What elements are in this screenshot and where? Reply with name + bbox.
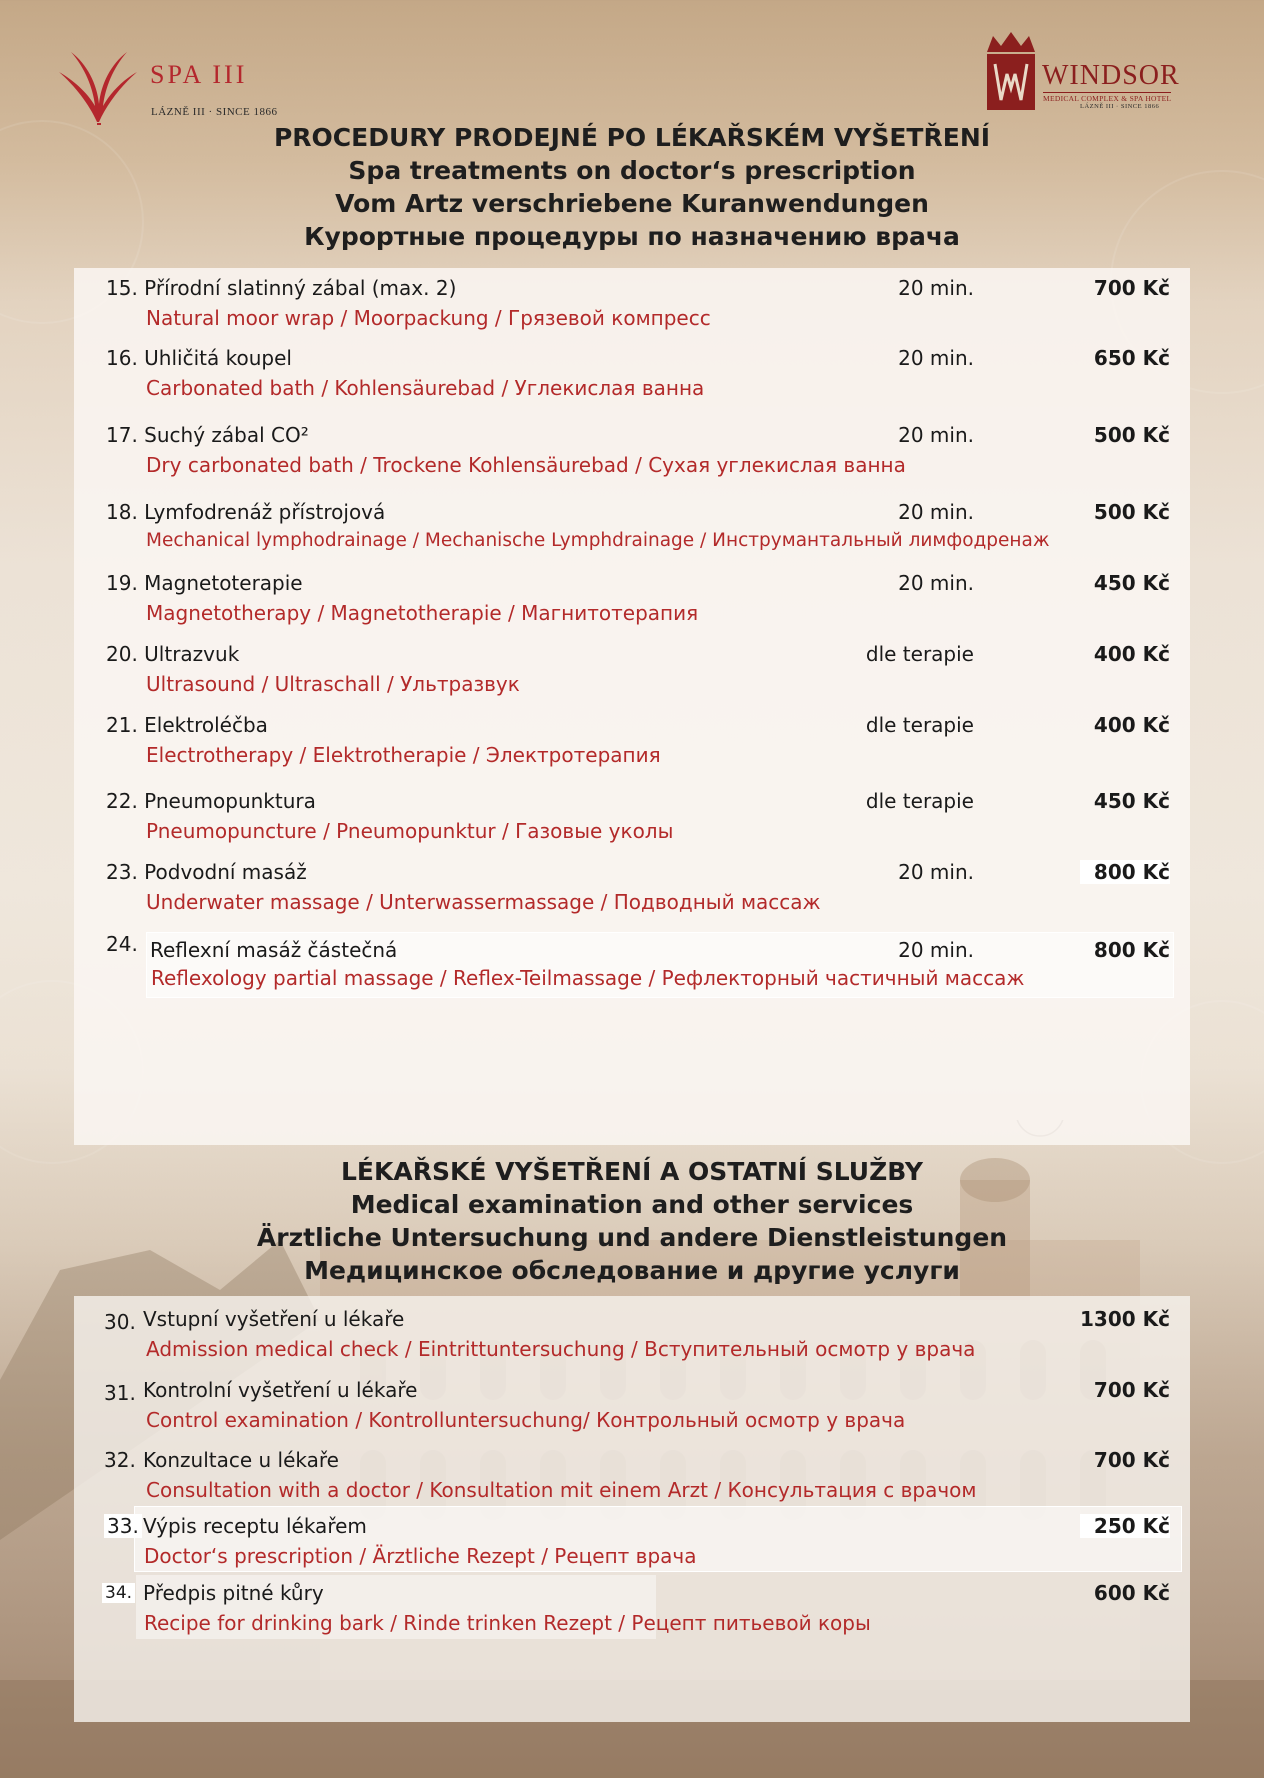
item-label: 22. Pneumopunktura <box>106 789 316 813</box>
item-number-text: 33. <box>104 1514 142 1538</box>
item-label: 17. Suchý zábal CO² <box>106 423 309 447</box>
item-translation: Underwater massage / Unterwassermassage / Подводный массаж <box>146 890 821 914</box>
list-item <box>74 1581 1190 1643</box>
item-label: 15. Přírodní slatinný zábal (max. 2) <box>106 276 457 300</box>
item-translation: Admission medical check / Eintrittuntersuchung / Вступительный осмотр у врача <box>146 1337 976 1361</box>
windsor-name: WINDSOR <box>1042 60 1180 91</box>
item-label: Reflexní masáž částečná <box>150 938 398 962</box>
list-item <box>74 932 1190 1000</box>
item-label: Konzultace u lékaře <box>143 1448 339 1472</box>
item-price: 800 Kč <box>1093 938 1170 962</box>
item-label: 21. Elektroléčba <box>106 713 268 737</box>
item-label: Předpis pitné kůry <box>143 1581 324 1605</box>
list-item <box>74 1307 1190 1369</box>
list-item <box>74 423 1190 485</box>
item-number <box>102 1583 135 1603</box>
item-price: 700 Kč <box>1093 1378 1170 1402</box>
item-number <box>104 1514 142 1538</box>
list-item <box>74 860 1190 922</box>
item-label: Vstupní vyšetření u lékaře <box>143 1307 405 1331</box>
item-translation: Recipe for drinking bark / Rinde trinken Rezept / Рецепт питьевой коры <box>144 1611 871 1635</box>
windsor-subtitle: MEDICAL COMPLEX & SPA HOTEL <box>1043 94 1172 103</box>
item-number: 31. <box>104 1381 136 1405</box>
item-translation: Doctor‘s prescription / Ärztliche Rezept / Рецепт врача <box>144 1544 697 1568</box>
spa-iii-since: LÁZNĚ III · SINCE 1866 <box>151 106 278 118</box>
item-duration: 20 min. <box>898 571 974 595</box>
item-translation: Reflexology partial massage / Reflex-Teilmassage / Рефлекторный частичный массаж <box>151 966 1025 990</box>
item-price: 400 Kč <box>1093 713 1170 737</box>
windsor-since: LÁZNĚ III · SINCE 1866 <box>1080 103 1160 110</box>
list-item <box>74 1448 1190 1510</box>
list-item <box>74 500 1190 562</box>
item-price: 400 Kč <box>1093 642 1170 666</box>
spa-iii-name: SPA III <box>150 60 248 89</box>
list-item <box>74 1378 1190 1440</box>
item-translation: Electrotherapy / Elektrotherapie / Электротерапия <box>146 743 661 767</box>
item-label: 19. Magnetoterapie <box>106 571 303 595</box>
section2-title-cz: LÉKAŘSKÉ VYŠETŘENÍ A OSTATNÍ SLUŽBY <box>340 1157 924 1186</box>
section1-title <box>0 121 1264 253</box>
item-duration: dle terapie <box>865 713 974 737</box>
list-item <box>74 276 1190 338</box>
item-label: 16. Uhličitá koupel <box>106 346 292 370</box>
item-translation: Dry carbonated bath / Trockene Kohlensäurebad / Сухая углекислая ванна <box>146 453 906 477</box>
item-translation: Pneumopuncture / Pneumopunktur / Газовые уколы <box>146 819 674 843</box>
item-label: Kontrolní vyšetření u lékaře <box>143 1378 418 1402</box>
item-duration: dle terapie <box>865 789 974 813</box>
item-translation: Natural moor wrap / Moorpackung / Грязевой компресс <box>146 306 711 330</box>
item-price: 700 Kč <box>1093 1448 1170 1472</box>
windsor-crown-crest-icon <box>983 30 1039 114</box>
item-translation: Ultrasound / Ultraschall / Ультразвук <box>146 672 520 696</box>
item-duration: 20 min. <box>898 938 974 962</box>
item-duration: 20 min. <box>898 860 974 884</box>
list-item <box>74 346 1190 408</box>
section1-title-en: Spa treatments on doctor‘s prescription <box>348 156 916 185</box>
item-price: 1300 Kč <box>1080 1307 1170 1331</box>
list-item <box>74 1514 1190 1576</box>
item-number: 30. <box>104 1310 136 1334</box>
item-duration: dle terapie <box>865 642 974 666</box>
item-label: Výpis receptu lékařem <box>143 1514 367 1538</box>
section1-title-ru: Курортные процедуры по назначению врача <box>304 222 960 251</box>
item-translation: Magnetotherapy / Magnetotherapie / Магнитотерапия <box>146 601 699 625</box>
item-number: 24. <box>106 932 138 956</box>
item-duration: 20 min. <box>898 346 974 370</box>
item-translation: Mechanical lymphodrainage / Mechanische Lymphdrainage / Инструмантальный лимфодренаж <box>146 530 1050 551</box>
item-duration: 20 min. <box>898 276 974 300</box>
item-price: 700 Kč <box>1093 276 1170 300</box>
spa-lily-logo-icon <box>55 44 140 129</box>
section1-title-de: Vom Artz verschriebene Kuranwendungen <box>335 189 929 218</box>
item-label: 20. Ultrazvuk <box>106 642 240 666</box>
section2-title-en: Medical examination and other services <box>350 1190 914 1219</box>
item-price: 500 Kč <box>1093 500 1170 524</box>
section2-title-ru: Медицинское обследование и другие услуги <box>304 1256 960 1285</box>
item-label: 18. Lymfodrenáž přístrojová <box>106 500 386 524</box>
list-item <box>74 713 1190 775</box>
item-price: 600 Kč <box>1093 1581 1170 1605</box>
item-price: 450 Kč <box>1093 789 1170 813</box>
section2-title-de: Ärztliche Untersuchung und andere Dienstleistungen <box>256 1223 1008 1252</box>
list-item <box>74 789 1190 851</box>
item-label: 23. Podvodní masáž <box>106 860 307 884</box>
item-price: 800 Kč <box>1080 860 1170 884</box>
item-price: 650 Kč <box>1093 346 1170 370</box>
windsor-logo <box>978 30 1223 120</box>
item-translation: Consultation with a doctor / Konsultation mit einem Arzt / Консультация с врачом <box>146 1478 977 1502</box>
section1-title-cz: PROCEDURY PRODEJNÉ PO LÉKAŘSKÉM VYŠETŘENÍ <box>273 123 991 152</box>
item-duration: 20 min. <box>898 500 974 524</box>
item-translation: Control examination / Kontrolluntersuchung/ Контрольный осмотр у врача <box>146 1408 906 1432</box>
item-price: 250 Kč <box>1080 1514 1170 1538</box>
list-item <box>74 571 1190 633</box>
medical-services-panel <box>74 1296 1190 1722</box>
item-price: 450 Kč <box>1093 571 1170 595</box>
item-translation: Carbonated bath / Kohlensäurebad / Углекислая ванна <box>146 376 705 400</box>
item-duration: 20 min. <box>898 423 974 447</box>
item-number-text: 34. <box>102 1583 135 1603</box>
list-item <box>74 642 1190 704</box>
section2-title <box>0 1155 1264 1287</box>
treatments-panel <box>74 268 1190 1145</box>
item-number: 32. <box>104 1448 136 1472</box>
item-price: 500 Kč <box>1093 423 1170 447</box>
